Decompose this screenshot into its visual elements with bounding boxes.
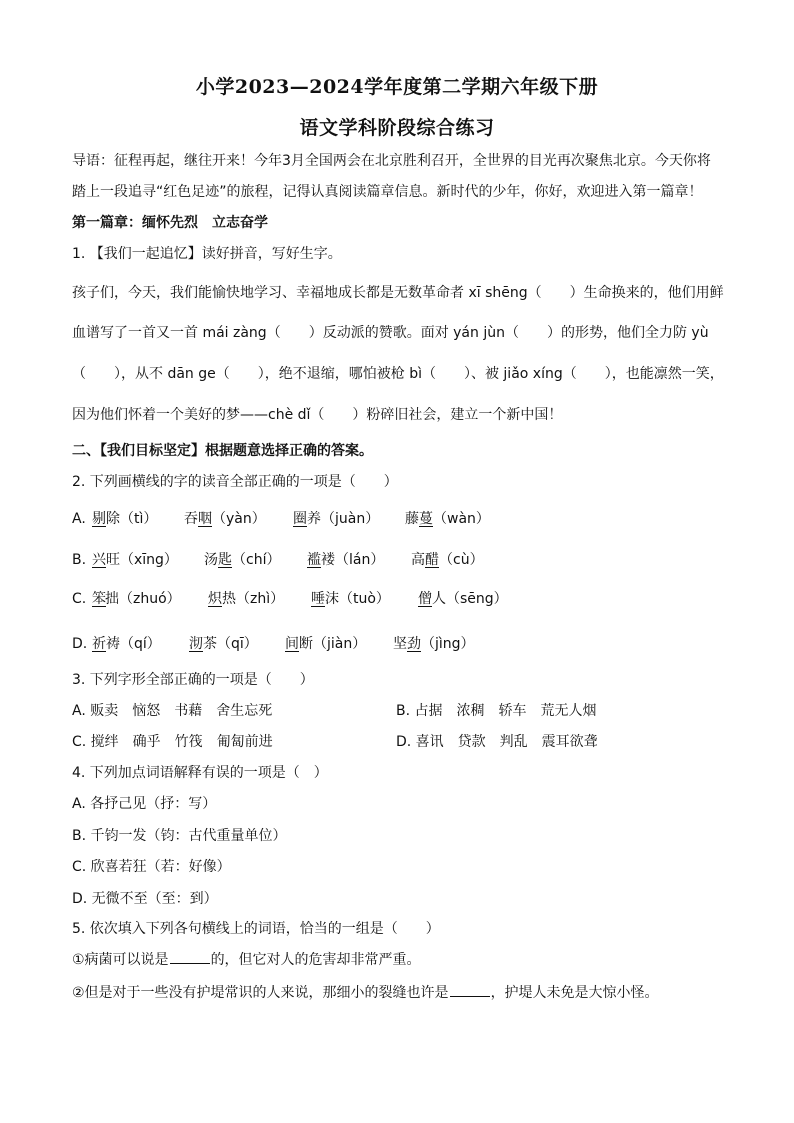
page-subtitle: 语文学科阶段综合练习	[299, 117, 495, 139]
q5-sentence-1: ①病菌可以说是 的，但它对人的危害却非常严重。	[72, 952, 421, 968]
q4-option-b: B. 千钧一发（钧：古代重量单位）	[72, 828, 287, 844]
q3-prompt: 3. 下列字形全部正确的一项是（ ）	[72, 672, 314, 688]
q1-para-line-3: （ ），从不 dān ge（ ），绝不退缩，哪怕被枪 bì（ ）、被 jiǎo xíng（ ），也能凛然一笑，	[72, 366, 724, 382]
q2-option-d-item-4: 坚劲（jìng）	[393, 636, 475, 652]
q2-option-d-item-3: 间断（jiàn）	[285, 636, 367, 652]
q2-option-a-label: A.	[72, 511, 86, 527]
q2-option-b-label: B.	[72, 552, 87, 568]
q5-blank-1[interactable]	[170, 951, 210, 964]
chapter1-heading: 第一篇章：缅怀先烈 立志奋学	[72, 215, 268, 231]
q2-option-b-item-3: 褴褛（lán）	[307, 552, 385, 568]
q2-option-a-item-3: 圈养（juàn）	[293, 511, 380, 527]
q2-option-c-item-1: 笨拙（zhuó）	[92, 591, 181, 607]
q2-option-a-item-1: 剔除（tì）	[92, 511, 158, 527]
q2-option-d-label: D.	[72, 636, 88, 652]
q2-option-c-item-3: 唾沫（tuò）	[311, 591, 390, 607]
q2-option-b-item-4: 高醋（cù）	[411, 552, 484, 568]
q4-option-a: A. 各抒己见（抒：写）	[72, 796, 217, 812]
q1-para-line-2: 血谱写了一首又一首 mái zàng（ ）反动派的赞歌。面对 yán jùn（ ）的形势，他们全力防 yù	[72, 325, 709, 341]
q4-prompt: 4. 下列加点词语解释有误的一项是（ ）	[72, 765, 328, 781]
q2-option-a-item-4: 藤蔓（wàn）	[405, 511, 490, 527]
q2-option-a-item-2: 吞咽（yàn）	[184, 511, 266, 527]
q4-option-c: C. 欣喜若狂（若：好像）	[72, 859, 231, 875]
q2-option-b-item-2: 汤匙（chí）	[204, 552, 281, 568]
page-title: 小学2023—2024学年度第二学期六年级下册	[195, 76, 599, 98]
q5-sentence-2: ②但是对于一些没有护堤常识的人来说，那细小的裂缝也许是 ，护堤人未免是大惊小怪。	[72, 985, 659, 1001]
q2-option-c-label: C.	[72, 591, 87, 607]
intro-line-2: 踏上一段追寻“红色足迹”的旅程，记得认真阅读篇章信息。新时代的少年，你好，欢迎进入第一篇章！	[72, 184, 703, 200]
q5-blank-2[interactable]	[450, 984, 490, 997]
q3-option-b: B. 占据 浓稠 轿车 荒无人烟	[396, 703, 597, 719]
q5-prompt: 5. 依次填入下列各句横线上的词语，恰当的一组是（ ）	[72, 921, 440, 937]
q2-prompt: 2. 下列画横线的字的读音全部正确的一项是（ ）	[72, 474, 398, 490]
section2-heading: 二、【我们目标坚定】根据题意选择正确的答案。	[72, 443, 373, 459]
q3-option-c: C. 搅绊 确乎 竹筏 匍匐前进	[72, 734, 273, 750]
q3-option-a: A. 贩卖 恼怒 书藉 舍生忘死	[72, 703, 273, 719]
q2-option-d-item-2: 沏茶（qī）	[189, 636, 258, 652]
q3-option-d: D. 喜讯 贷款 判乱 震耳欲聋	[396, 734, 598, 750]
q1-para-line-1: 孩子们，今天，我们能愉快地学习、幸福地成长都是无数革命者 xī shēng（ ）生命换来的，他们用鲜	[72, 285, 724, 301]
q1-para-line-4: 因为他们怀着一个美好的梦——chè dǐ（ ）粉碎旧社会，建立一个新中国！	[72, 407, 563, 423]
q1-prompt: 1. 【我们一起追忆】读好拼音，写好生字。	[72, 246, 342, 262]
q2-option-d-item-1: 祈祷（qí）	[92, 636, 161, 652]
q4-option-d: D. 无微不至（至：到）	[72, 891, 218, 907]
q2-option-b-item-1: 兴旺（xīng）	[92, 552, 178, 568]
q2-option-c-item-2: 炽热（zhì）	[208, 591, 285, 607]
q2-option-c-item-4: 僧人（sēng）	[418, 591, 508, 607]
intro-line-1: 导语：征程再起，继往开来！今年3月全国两会在北京胜利召开，全世界的目光再次聚焦北京。今天你将	[72, 153, 711, 169]
